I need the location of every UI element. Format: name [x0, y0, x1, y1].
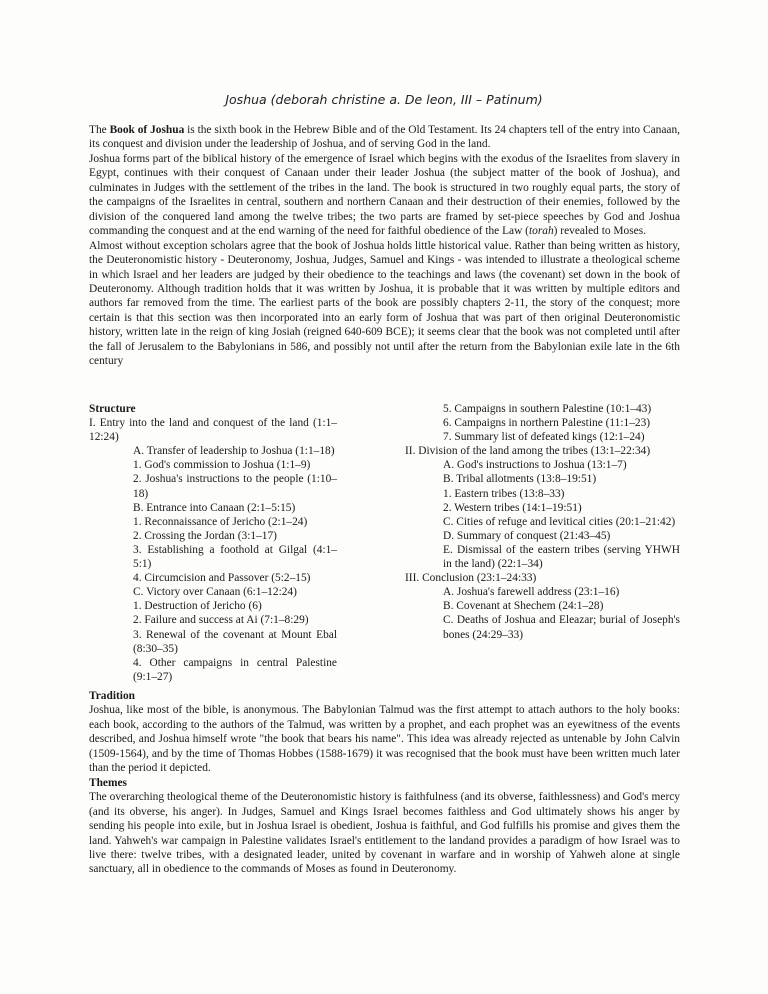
intro-text: ) revealed to Moses. [553, 225, 647, 238]
outline-item: 6. Campaigns in northern Palestine (11:1–23) [443, 417, 651, 430]
intro-text: The [89, 124, 110, 136]
outline-item: 1. Destruction of Jericho (6) [133, 600, 262, 613]
outline-item: 4. Other campaigns in central Palestine (9:1–27) [133, 656, 337, 683]
document-title: Joshua (deborah christine a. De leon, III – Patinum) [225, 92, 543, 107]
outline-item: 1. God's commission to Joshua (1:1–9) [133, 459, 311, 472]
outline-item: 1. Eastern tribes (13:8–33) [443, 487, 565, 500]
intro-paragraph-2 [89, 152, 680, 239]
outline-item: 1. Reconnaissance of Jericho (2:1–24) [133, 515, 308, 528]
outline-item: 3. Establishing a foothold at Gilgal (4:1–5:1) [133, 543, 337, 571]
outline-item: B. Tribal allotments (13:8–19:51) [443, 473, 597, 486]
outline-item: D. Summary of conquest (21:43–45) [443, 529, 611, 542]
outline-item: II. Division of the land among the tribes (13:1–22:34) [405, 445, 651, 458]
themes-paragraph: The overarching theological theme of the Deuteronomistic history is faithfulness (and its obverse, faithlessness) and God's mercy (and its obverse, his anger). In Judges, Samuel and Kings Israel becomes faithless and God ultimately shows his anger by sending his people into exile, but in Joshua Israel is obedient, Joshua is faithful, and God fulfills his promise and gives them the land. Yahweh's war campaign in Palestine validates Israel's entitlement to the landand provides a paradigm of how Israel was to live there: twelve tribes, with a designated leader, united by covenant in warfare and in worship of Yahweh alone at single sanctuary, all in obedience to the commands of Moses as found in Deuteronomy. [89, 791, 680, 876]
outline-item: 2. Crossing the Jordan (3:1–17) [133, 529, 277, 542]
outline-item: C. Cities of refuge and levitical cities (20:1–21:42) [443, 515, 676, 528]
outline-item: A. Joshua's farewell address (23:1–16) [443, 586, 620, 599]
outline-item: C. Deaths of Joshua and Eleazar; burial of Joseph's bones (24:29–33) [443, 614, 680, 641]
outline-item: 7. Summary list of defeated kings (12:1–24) [443, 431, 645, 444]
outline-item: C. Victory over Canaan (6:1–12:24) [133, 586, 297, 599]
bottom-section [89, 689, 680, 877]
intro-section [89, 123, 680, 369]
outline-item: 3. Renewal of the covenant at Mount Ebal (8:30–35) [133, 628, 337, 655]
intro-text: Joshua forms part of the biblical history of the emergence of Israel which begins with the exodus of the Israelites from slavery in Egypt, continues with their conquest of Canaan under their leader Joshua (the subject matter of the book of Joshua), and culminates in Judges with the settlement of the tribes in the land. The book is structured in two roughly equal parts, the story of the campaigns of the Israelites in central, southern and northern Canaan and their destruction of their enemies, followed by the division of the conquered land among the twelve tribes; the two parts are framed by set-piece speeches by God and Joshua commanding the conquest and at the end warning of the need for faithful obedience of the Law ( [89, 152, 680, 238]
outline-item: I. Entry into the land and conquest of the land (1:1–12:24) [89, 417, 337, 444]
outline-item: III. Conclusion (23:1–24:33) [405, 572, 537, 585]
outline-item: B. Covenant at Shechem (24:1–28) [443, 600, 604, 613]
structure-heading: Structure [89, 403, 136, 415]
outline-item: 4. Circumcision and Passover (5:2–15) [133, 572, 311, 585]
intro-paragraph-1 [89, 123, 680, 152]
structure-right-column [405, 402, 680, 642]
outline-item: 2. Joshua's instructions to the people (1:10–18) [133, 473, 337, 500]
themes-heading: Themes [89, 776, 127, 789]
outline-item: 2. Western tribes (14:1–19:51) [443, 501, 582, 514]
intro-text: is the sixth book in the Hebrew Bible and of the Old Testament. Its 24 chapters tell of the entry into Canaan, its conquest and division under the leadership of Joshua, and of serving God in the land. [89, 124, 680, 151]
tradition-heading: Tradition [89, 690, 135, 702]
outline-item: A. God's instructions to Joshua (13:1–7) [443, 459, 627, 472]
intro-paragraph-3: Almost without exception scholars agree that the book of Joshua holds little historical value. Rather than being written as history, the Deuteronomistic history - Deuteronomy, Joshua, Judges, Samuel and Kings - was intended to illustrate a theological scheme in which Israel and her leaders are judged by their obedience to the teachings and laws (the covenant) set down in the book of Deuteronomy. Although tradition holds that it was written by Joshua, it is probable that it was written by multiple editors and authors far removed from the time. The earliest parts of the book are possibly chapters 2-11, the story of the conquest; more certain is that this section was then incorporated into an early form of Joshua that was part of then original Deuteronomistic history, written late in the reign of king Josiah (reigned 640-609 BCE); it seems clear that the book was not completed until after the fall of Jerusalem to the Babylonians in 586, and possibly not until after the return from the Babylonian exile late in the 6th century [89, 239, 680, 368]
outline-item: A. Transfer of leadership to Joshua (1:1–18) [133, 445, 335, 458]
outline-item: B. Entrance into Canaan (2:1–5:15) [133, 501, 296, 514]
structure-left-column [89, 402, 337, 684]
outline-item: 5. Campaigns in southern Palestine (10:1–43) [443, 403, 652, 415]
book-title-bold: Book of Joshua [109, 124, 185, 136]
outline-item: 2. Failure and success at Ai (7:1–8:29) [133, 614, 309, 627]
outline-item: E. Dismissal of the eastern tribes (serving YHWH in the land) (22:1–34) [443, 543, 680, 571]
torah-italic: torah [528, 225, 554, 238]
tradition-paragraph: Joshua, like most of the bible, is anonymous. The Babylonian Talmud was the first attempt to attach authors to the holy books: each book, according to the authors of the Talmud, was written by a prophet, and each prophet was an eyewitness of the events described, and Joshua himself wrote "the book that bears his name". This idea was already rejected as untenable by John Calvin (1509-1564), and by the time of Thomas Hobbes (1588-1679) it was recognised that the book must have been written much later than the period it depicted. [89, 704, 680, 775]
